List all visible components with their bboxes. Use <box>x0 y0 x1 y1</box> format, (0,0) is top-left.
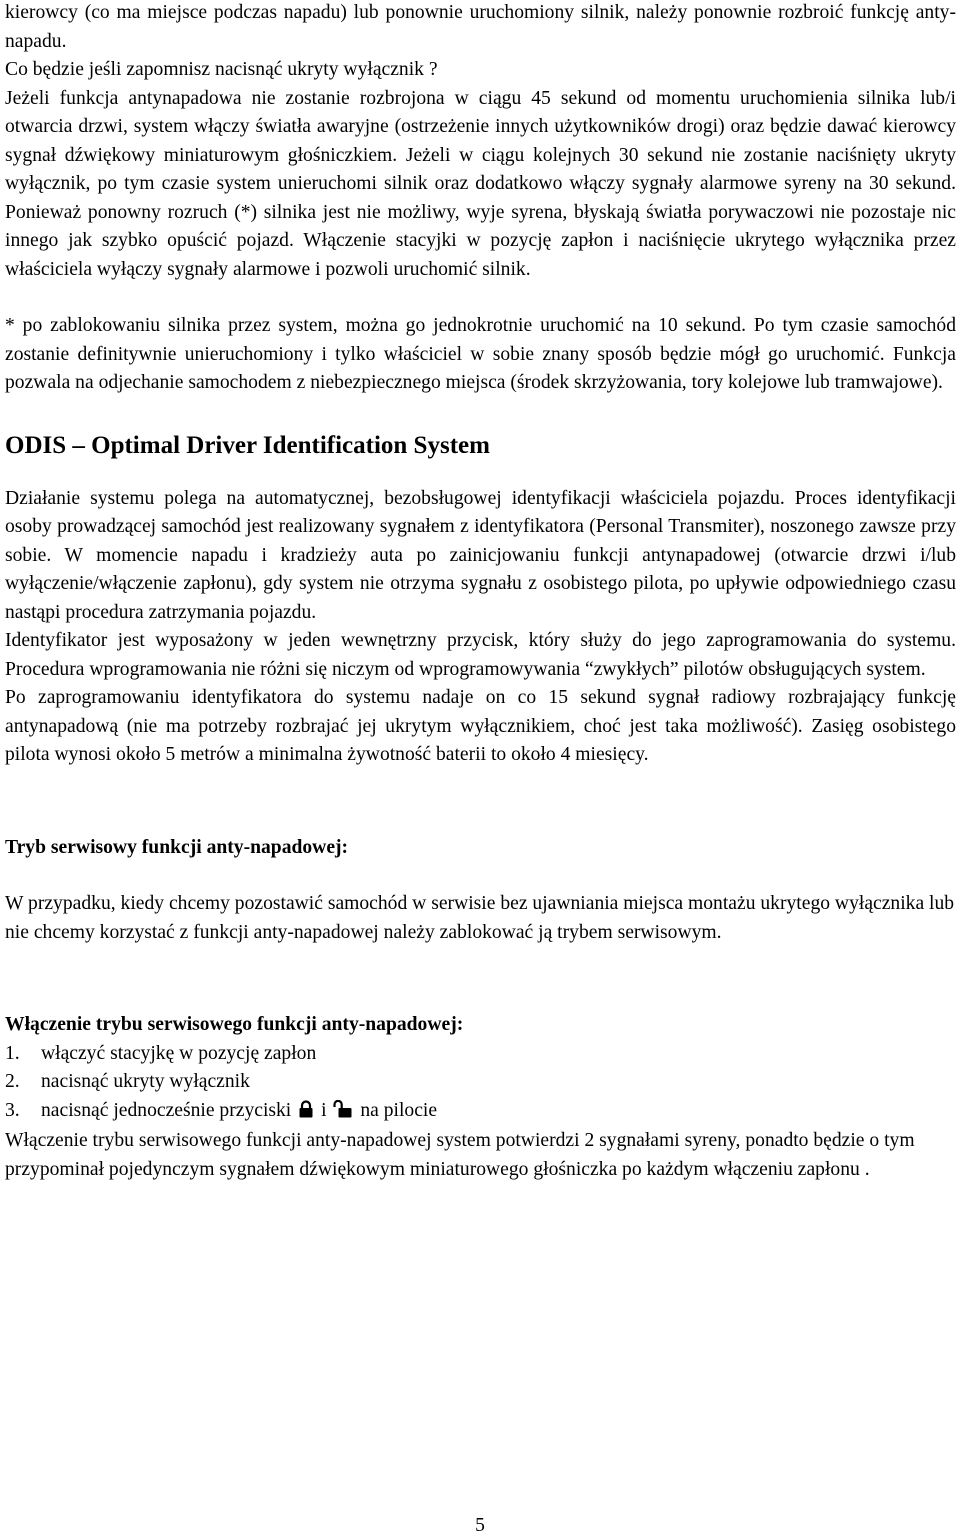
step-number: 3. <box>5 1099 20 1121</box>
footnote-paragraph: * po zablokowaniu silnika przez system, można go jednokrotnie uruchomić na 10 sekund. Po tym czasie samochód zostanie definitywnie unieruchomiony i tylko właściciel w sobie znany sposób będzie mógł go uruchomić. Funkcja pozwala na odjechanie samochodem z niebezpiecznego miejsca (środek skrzyżowania, tory kolejowe lub tramwajowe). <box>5 315 956 393</box>
odis-paragraph-2: Identyfikator jest wyposażony w jeden wewnętrzny przycisk, który służy do jego zaprogramowania do systemu. Procedura wprogramowania nie różni się niczym od wprogramowywania “zwykłych” pilotów obsługujących system. <box>5 630 956 680</box>
step-text-after: na pilocie <box>360 1099 438 1121</box>
lock-closed-icon <box>298 1099 314 1128</box>
step-text-before: nacisnąć jednocześnie przyciski <box>41 1099 292 1121</box>
lock-open-icon <box>333 1099 353 1128</box>
page-number: 5 <box>475 1515 485 1536</box>
odis-paragraph-3: Po zaprogramowaniu identyfikatora do systemu nadaje on co 15 sekund sygnał radiowy rozbrajający funkcję antynapadową (nie ma potrzeby rozbrajać jej ukrytym wyłącznikiem, choć jest taka możliwość). Zasięg osobistego pilota wynosi około 5 metrów a minimalna żywotność baterii to około 4 miesięcy. <box>5 687 956 765</box>
step-number: 1. <box>5 1042 20 1064</box>
intro-paragraph-1: kierowcy (co ma miejsce podczas napadu) lub ponownie uruchomiony silnik, należy ponownie rozbroić funkcję anty-napadu. <box>5 2 956 52</box>
intro-question: Co będzie jeśli zapomnisz nacisnąć ukryty wyłącznik ? <box>5 59 438 80</box>
enable-steps-list <box>5 1040 956 1128</box>
step-text: włączyć stacyjkę w pozycję zapłon <box>41 1042 317 1064</box>
enable-confirmation-paragraph: Włączenie trybu serwisowego funkcji anty-napadowej system potwierdzi 2 sygnałami syreny, ponadto będzie o tym przypominał pojedynczym sygnałem dźwiękowym miniaturowego głośniczka po każdym włączeniu zapłonu . <box>5 1130 915 1180</box>
list-item <box>5 1040 956 1069</box>
odis-heading: ODIS – Optimal Driver Identification System <box>5 431 490 459</box>
service-mode-paragraph: W przypadku, kiedy chcemy pozostawić samochód w serwisie bez ujawniania miejsca montażu ukrytego wyłącznika lub nie chcemy korzystać z funkcji anty-napadowej należy zablokować ją trybem serwisowym. <box>5 893 955 943</box>
enable-service-heading: Włączenie trybu serwisowego funkcji anty-napadowej: <box>5 1014 464 1035</box>
step-number: 2. <box>5 1071 20 1092</box>
step-text-mid: i <box>321 1099 327 1121</box>
intro-paragraph-2: Jeżeli funkcja antynapadowa nie zostanie rozbrojona w ciągu 45 sekund od momentu uruchomienia silnika lub/i otwarcia drzwi, system włączy światła awaryjne (ostrzeżenie innych użytkowników drogi) oraz będzie dawać kierowcy sygnał dźwiękowy miniaturowym głośniczkiem. Jeżeli w ciągu kolejnych 30 sekund nie zostanie naciśnięty ukryty wyłącznik, po tym czasie system unieruchomi silnik oraz dodatkowo włączy sygnały alarmowe syreny na 30 sekund. Ponieważ ponowny rozruch (*) silnika jest nie możliwy, wyje syrena, błyskają światła porywaczowi nie pozostaje nic innego jak szybko opuścić pojazd. Włączenie stacyjki w pozycję zapłon i naciśnięcie ukrytego wyłącznika przez właściciela wyłączy sygnały alarmowe i pozwoli uruchomić silnik. <box>5 87 956 280</box>
list-item <box>5 1097 956 1128</box>
step-text: nacisnąć ukryty wyłącznik <box>41 1071 250 1092</box>
document-page <box>5 0 956 1184</box>
list-item <box>5 1068 956 1097</box>
service-mode-heading: Tryb serwisowy funkcji anty-napadowej: <box>5 836 349 858</box>
odis-paragraph-1: Działanie systemu polega na automatycznej, bezobsługowej identyfikacji właściciela pojazdu. Proces identyfikacji osoby prowadzącej samochód jest realizowany sygnałem z identyfikatora (Personal Transmiter), noszonego zawsze przy sobie. W momencie napadu i kradzieży auta po zainicjowaniu funkcji antynapadowej (otwarcie drzwi i/lub wyłączenie/włączenie zapłonu), gdy system nie otrzyma sygnału z osobistego pilota, po upływie odpowiedniego czasu nastąpi procedura zatrzymania pojazdu. <box>5 487 956 623</box>
